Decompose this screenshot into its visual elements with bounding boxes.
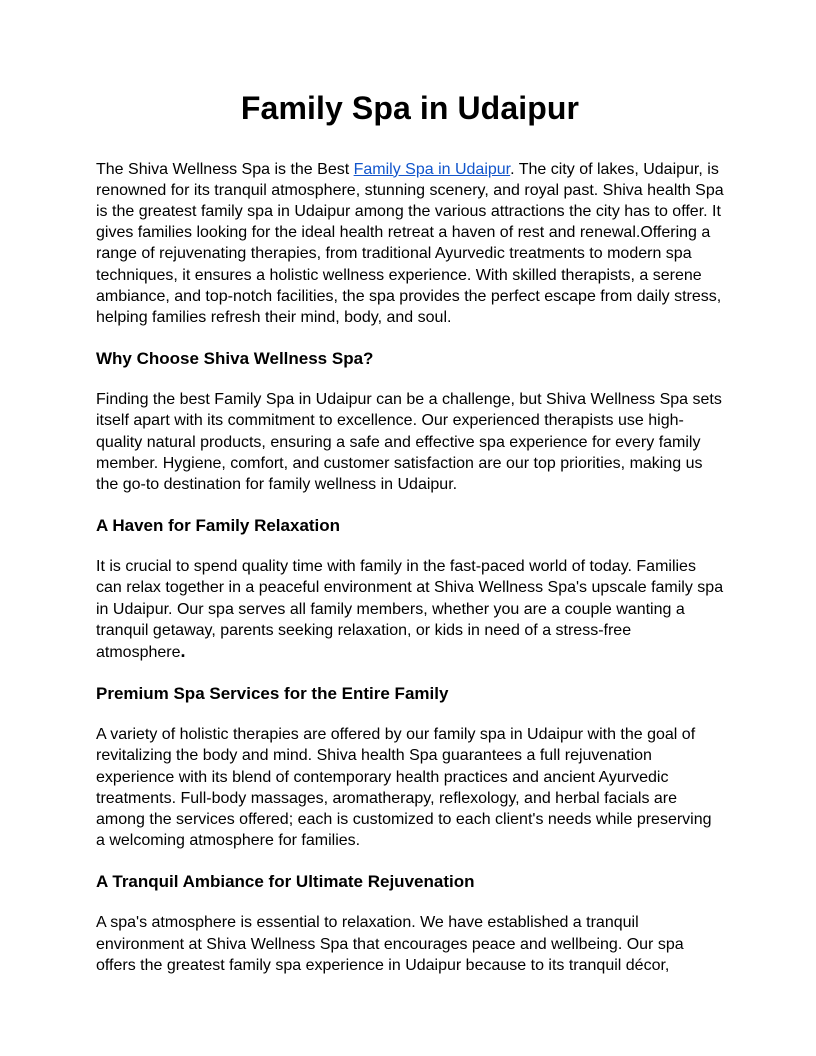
page-title: Family Spa in Udaipur <box>240 90 580 126</box>
ambiance-heading: A Tranquil Ambiance for Ultimate Rejuvenation <box>96 872 475 892</box>
haven-text: It is crucial to spend quality time with family in the fast-paced world of today. Families can relax together in a peaceful environment at Shiva Wellness Spa's upscale family spa in Udaipur. Our spa serves all family members, whether you are a couple wanting a tranquil getaway, parents seeking relaxation, or kids in need of a stress-free atmosphere <box>96 558 724 662</box>
intro-paragraph <box>96 159 724 329</box>
premium-services-heading: Premium Spa Services for the Entire Family <box>96 684 449 704</box>
why-choose-paragraph: Finding the best Family Spa in Udaipur can be a challenge, but Shiva Wellness Spa sets itself apart with its commitment to excellence. Our experienced therapists use high-quality natural products, ensuring a safe and effective spa experience for every family member. Hygiene, comfort, and customer satisfaction are our top priorities, making us the go-to destination for family wellness in Udaipur. <box>96 391 722 494</box>
haven-paragraph <box>96 556 724 663</box>
haven-end-mark: . <box>180 641 186 662</box>
family-spa-link[interactable]: Family Spa in Udaipur <box>353 160 511 178</box>
intro-text-after-link: . The city of lakes, Udaipur, is renowned for its tranquil atmosphere, stunning scenery, and royal past. Shiva health Spa is the greatest family spa in Udaipur among the various attractions the city has to offer. It gives families looking for the ideal health retreat a haven of rest and renewal.Offering a range of rejuvenating therapies, from traditional Ayurvedic treatments to modern spa techniques, it ensures a holistic wellness experience. With skilled therapists, a serene ambiance, and top-notch facilities, the spa provides the perfect escape from daily stress, helping families refresh their mind, body, and soul. <box>96 160 724 327</box>
document-page <box>96 88 724 996</box>
why-choose-heading: Why Choose Shiva Wellness Spa? <box>96 349 374 369</box>
ambiance-paragraph: A spa's atmosphere is essential to relaxation. We have established a tranquil environment at Shiva Wellness Spa that encourages peace and wellbeing. Our spa offers the greatest family spa experience in Udaipur because to its tranquil décor, <box>96 914 684 974</box>
intro-text-before-link: The Shiva Wellness Spa is the Best <box>96 160 354 178</box>
premium-services-paragraph: A variety of holistic therapies are offered by our family spa in Udaipur with the goal of revitalizing the body and mind. Shiva health Spa guarantees a full rejuvenation experience with its blend of contemporary health practices and ancient Ayurvedic treatments. Full-body massages, aromatherapy, reflexology, and herbal facials are among the services offered; each is customized to each client's needs while preserving a welcoming atmosphere for families. <box>96 726 712 850</box>
haven-heading: A Haven for Family Relaxation <box>96 516 341 536</box>
